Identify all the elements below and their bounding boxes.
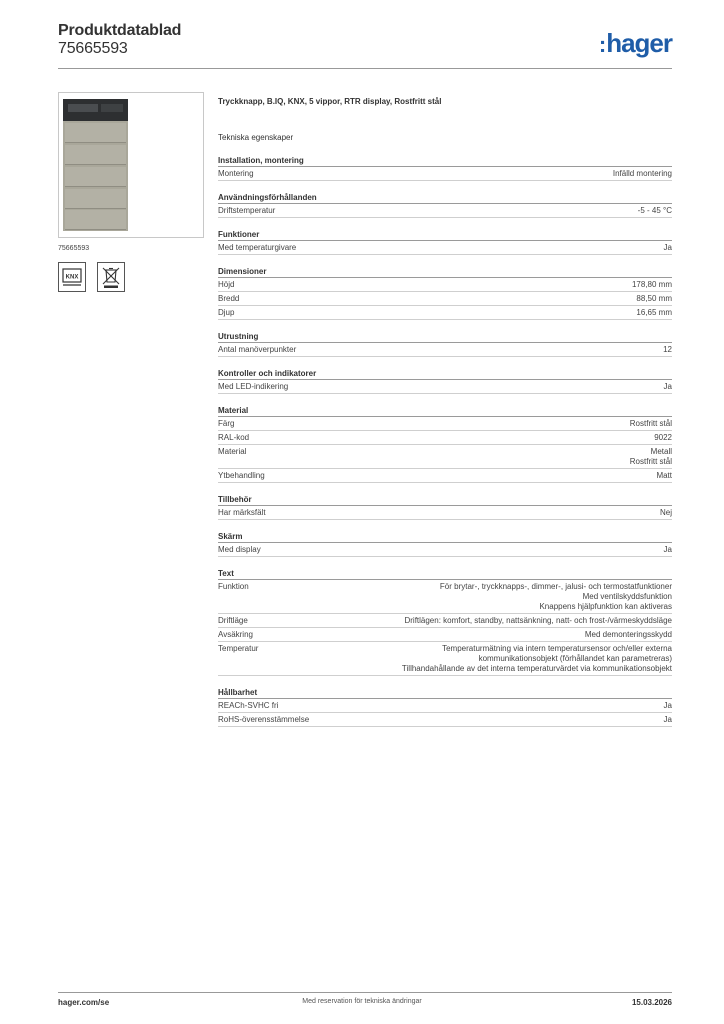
spec-label: Färg: [218, 419, 235, 428]
spec-value: [632, 280, 672, 290]
spec-label: Bredd: [218, 294, 240, 303]
spec-value-line: 12: [663, 345, 672, 354]
spec-value-line: -5 - 45 °C: [637, 206, 672, 215]
spec-group: [218, 494, 672, 520]
spec-row: [218, 699, 672, 713]
spec-group-title: Utrustning: [218, 331, 672, 343]
spec-label: RAL-kod: [218, 433, 250, 442]
image-caption: 75665593: [58, 245, 90, 252]
footer-website: hager.com/se: [58, 998, 110, 1007]
spec-value-line: Med demonteringsskydd: [584, 630, 672, 639]
spec-value: [654, 433, 672, 443]
spec-value: [664, 701, 672, 711]
rocker: [65, 210, 126, 230]
section-heading: Tekniska egenskaper: [218, 133, 294, 142]
spec-group-title: Kontroller och indikatorer: [218, 368, 672, 380]
spec-value: [664, 243, 672, 253]
rocker: [65, 189, 126, 209]
spec-value: [630, 447, 672, 467]
spec-value: [660, 508, 672, 518]
spec-row: [218, 614, 672, 628]
spec-group: [218, 331, 672, 357]
spec-label: Driftstemperatur: [218, 206, 276, 215]
spec-value: [664, 545, 672, 555]
spec-group-title: Tillbehör: [218, 494, 672, 506]
spec-row: [218, 506, 672, 520]
spec-group-title: Hållbarhet: [218, 687, 672, 699]
rocker: [65, 167, 126, 187]
spec-group: [218, 266, 672, 320]
spec-value-line: Infälld montering: [612, 169, 672, 178]
knx-icon: [58, 262, 86, 292]
spec-row: [218, 642, 672, 676]
spec-group-title: Funktioner: [218, 229, 672, 241]
spec-table: [218, 155, 672, 738]
spec-value: [585, 630, 672, 640]
spec-value: [663, 345, 672, 355]
spec-group: [218, 405, 672, 483]
spec-label: Avsäkring: [218, 630, 253, 639]
spec-value-line: Nej: [659, 508, 672, 517]
header-divider: [58, 68, 672, 69]
spec-label: Med LED-indikering: [218, 382, 289, 391]
spec-value: [656, 471, 672, 481]
spec-label: Höjd: [218, 280, 235, 289]
spec-row: [218, 306, 672, 320]
spec-group: [218, 687, 672, 727]
spec-value-line: 9022: [654, 433, 672, 442]
spec-value-line: Ja: [663, 701, 672, 710]
spec-value: [404, 616, 672, 626]
spec-label: Med temperaturgivare: [218, 243, 297, 252]
hager-logo: [599, 28, 672, 59]
spec-label: Har märksfält: [218, 508, 266, 517]
logo-text: hager: [606, 28, 672, 58]
spec-label: REACh-SVHC fri: [218, 701, 279, 710]
spec-row: [218, 580, 672, 614]
footer-disclaimer: Med reservation för tekniska ändringar: [302, 998, 422, 1005]
spec-group-title: Användningsförhållanden: [218, 192, 672, 204]
spec-value: [638, 206, 672, 216]
spec-row: [218, 628, 672, 642]
spec-value-line: 178,80 mm: [631, 280, 672, 289]
spec-value-line: Driftlägen: komfort, standby, nattsänkning, natt- och frost-/värmeskyddsläge: [404, 616, 672, 625]
spec-group: [218, 531, 672, 557]
spec-value: [402, 644, 672, 674]
spec-row: [218, 204, 672, 218]
spec-group-title: Text: [218, 568, 672, 580]
spec-value-line: Ja: [663, 545, 672, 554]
spec-value: [664, 715, 672, 725]
product-image: [58, 92, 204, 238]
spec-row: [218, 543, 672, 557]
spec-value: [636, 294, 672, 304]
spec-label: Med display: [218, 545, 261, 554]
spec-value-line: Rostfritt stål: [629, 457, 672, 466]
spec-label: Material: [218, 447, 247, 456]
logo-dots-icon: :: [598, 32, 606, 57]
document-number: 75665593: [58, 40, 128, 57]
spec-label: Ytbehandling: [218, 471, 265, 480]
footer-date: 15.03.2026: [631, 998, 672, 1007]
spec-group-title: Dimensioner: [218, 266, 672, 278]
device-display: [63, 99, 128, 121]
spec-value-line: Ja: [663, 243, 672, 252]
spec-group: [218, 155, 672, 181]
spec-group-title: Skärm: [218, 531, 672, 543]
spec-row: [218, 241, 672, 255]
spec-row: [218, 278, 672, 292]
spec-group: [218, 192, 672, 218]
spec-value-line: Matt: [656, 471, 672, 480]
spec-value: [440, 582, 672, 612]
spec-value-line: För brytar-, tryckknapps-, dimmer-, jalusi- och termostatfunktioner: [439, 582, 672, 591]
spec-row: [218, 431, 672, 445]
spec-group-title: Installation, montering: [218, 155, 672, 167]
product-title: Tryckknapp, B.IQ, KNX, 5 vippor, RTR display, Rostfritt stål: [218, 97, 442, 106]
spec-label: Montering: [218, 169, 254, 178]
spec-group-title: Material: [218, 405, 672, 417]
svg-text:KNX: KNX: [65, 274, 79, 281]
spec-group: [218, 229, 672, 255]
spec-value-line: Rostfritt stål: [629, 419, 672, 428]
spec-value-line: kommunikationsobjekt (förhållandet kan parametreras): [478, 654, 672, 663]
spec-row: [218, 469, 672, 483]
spec-group: [218, 368, 672, 394]
spec-label: Antal manöverpunkter: [218, 345, 297, 354]
spec-row: [218, 417, 672, 431]
spec-row: [218, 292, 672, 306]
spec-label: Temperatur: [218, 644, 259, 653]
spec-value: [664, 382, 672, 392]
rocker: [65, 123, 126, 143]
spec-value-line: Metall: [650, 447, 672, 456]
spec-label: RoHS-överensstämmelse: [218, 715, 310, 724]
spec-value: [630, 419, 672, 429]
spec-value-line: 88,50 mm: [636, 294, 672, 303]
spec-value-line: 16,65 mm: [636, 308, 672, 317]
push-button-device-image: [63, 99, 128, 231]
spec-row: [218, 343, 672, 357]
spec-label: Djup: [218, 308, 235, 317]
spec-value-line: Ja: [663, 715, 672, 724]
rocker: [65, 145, 126, 165]
spec-row: [218, 445, 672, 469]
document-title: Produktdatablad: [58, 22, 182, 39]
spec-row: [218, 167, 672, 181]
weee-bin-icon: [97, 262, 125, 292]
spec-value-line: Med ventilskyddsfunktion: [582, 592, 672, 601]
spec-label: Funktion: [218, 582, 249, 591]
spec-group: [218, 568, 672, 676]
spec-value-line: Ja: [663, 382, 672, 391]
spec-label: Driftläge: [218, 616, 248, 625]
spec-value: [636, 308, 672, 318]
spec-value-line: Knappens hjälpfunktion kan aktiveras: [539, 602, 672, 611]
spec-value: [613, 169, 672, 179]
spec-value-line: Tillhandahållande av det interna temperaturvärdet via kommunikationsobjekt: [401, 664, 672, 673]
spec-row: [218, 380, 672, 394]
spec-value-line: Temperaturmätning via intern temperatursensor och/eller externa: [442, 644, 672, 653]
footer-divider: [58, 992, 672, 993]
spec-row: [218, 713, 672, 727]
